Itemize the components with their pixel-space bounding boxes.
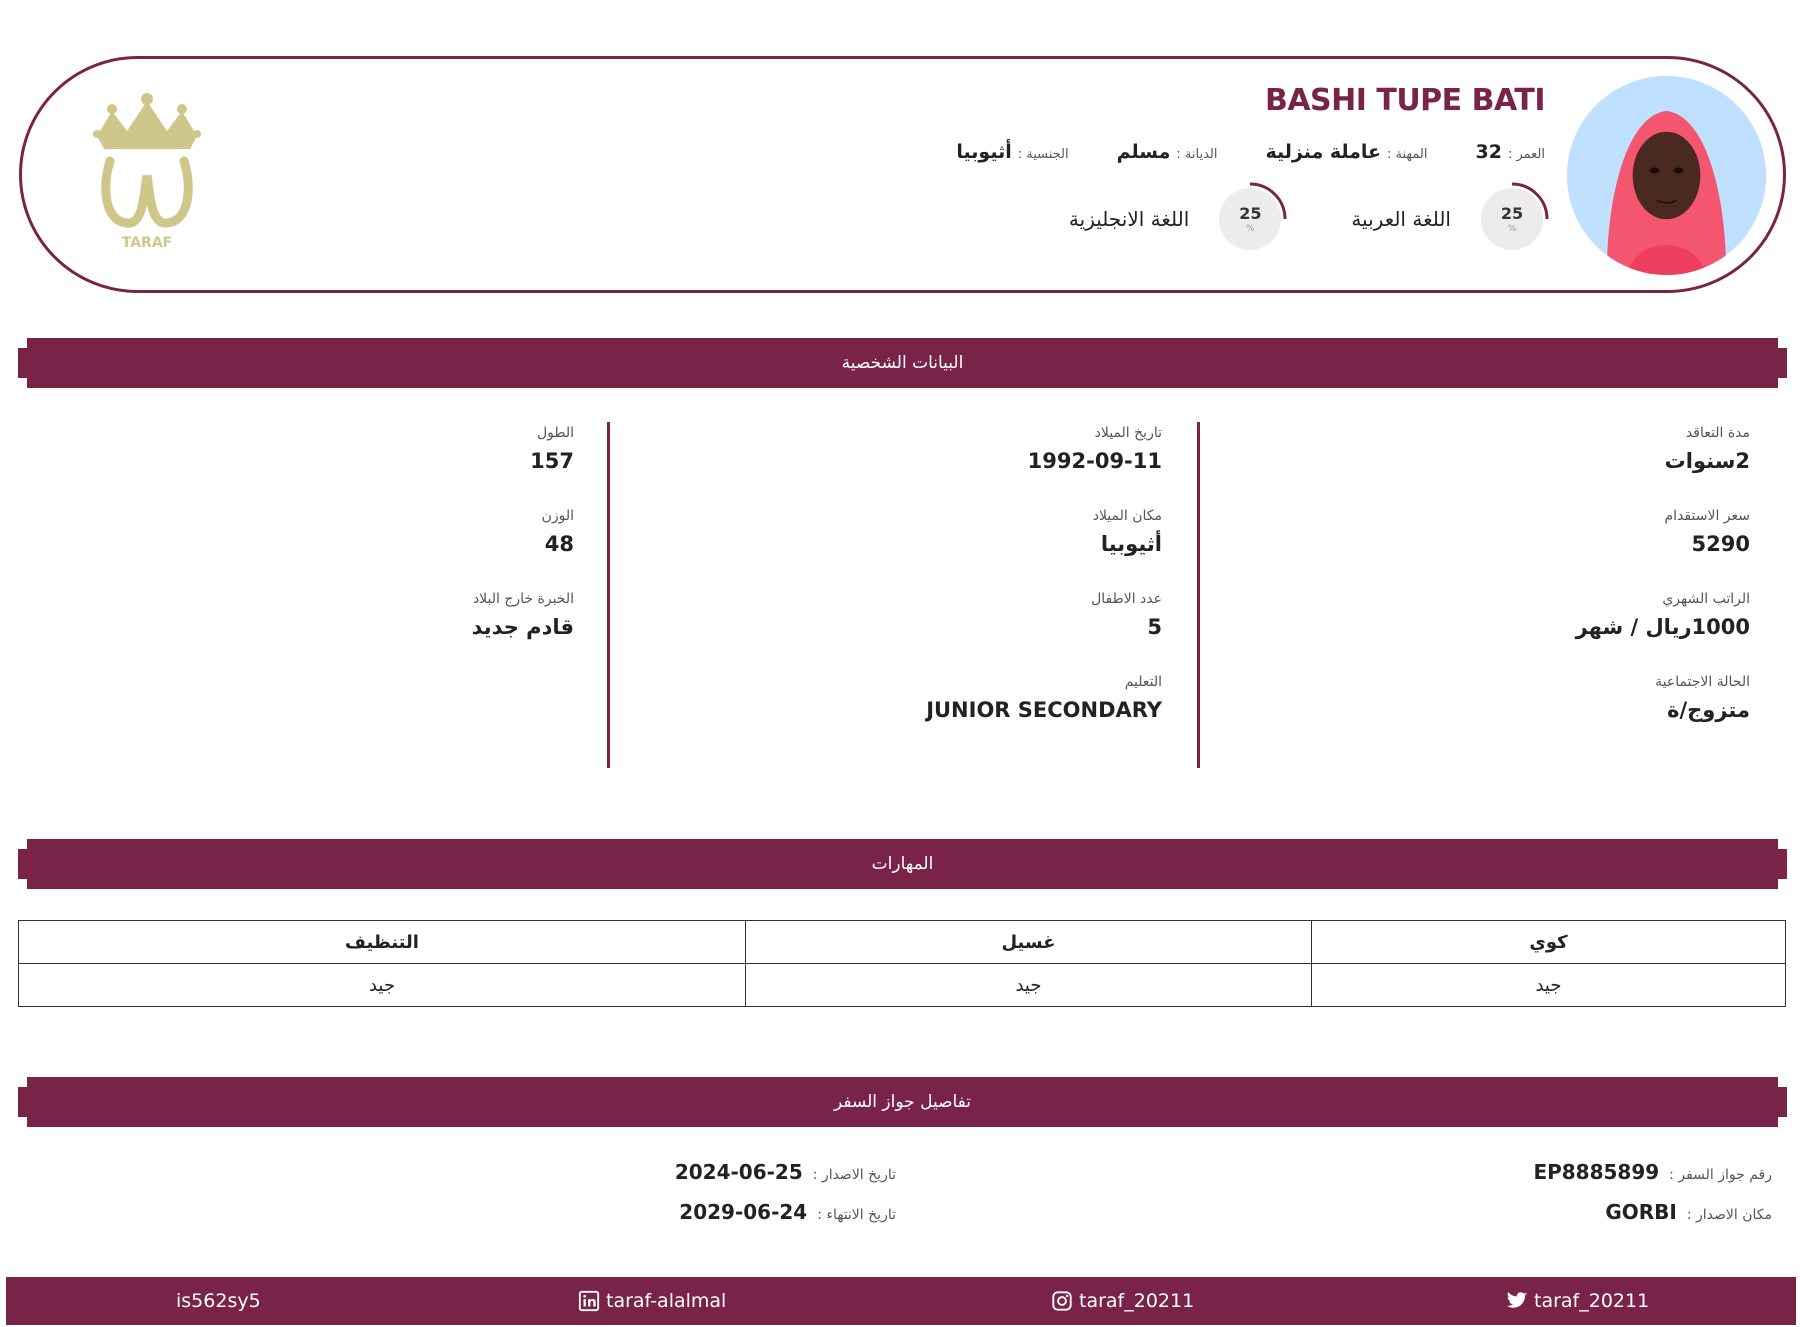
personal-column-1 bbox=[1190, 422, 1750, 754]
field-value: 2024-06-25 bbox=[674, 1160, 803, 1184]
language-percent: 25 bbox=[1500, 204, 1524, 223]
field-value: أثيوبيا bbox=[1100, 532, 1162, 556]
passport-issue-date bbox=[675, 1160, 896, 1184]
fact-value: مسلم bbox=[1116, 141, 1171, 163]
field-recruitment-price bbox=[1190, 505, 1750, 588]
fact-value: 32 bbox=[1475, 141, 1502, 163]
field-value: 5 bbox=[1147, 615, 1162, 639]
field-contract-duration bbox=[1190, 422, 1750, 505]
footer-bar bbox=[6, 1277, 1796, 1325]
footer-twitter[interactable] bbox=[1506, 1277, 1649, 1325]
language-name: اللغة العربية bbox=[1351, 207, 1451, 231]
fact-value: عاملة منزلية bbox=[1265, 141, 1381, 163]
section-bar-personal bbox=[18, 338, 1787, 388]
language-name: اللغة الانجليزية bbox=[1068, 207, 1190, 231]
twitter-icon bbox=[1506, 1290, 1528, 1312]
footer-text: taraf_20211 bbox=[1079, 1290, 1195, 1312]
field-label: التعليم bbox=[1124, 674, 1162, 690]
field-label: عدد الاطفال bbox=[1091, 591, 1162, 607]
fact-label: الديانة : bbox=[1176, 147, 1218, 162]
field-value: EP8885899 bbox=[1533, 1160, 1660, 1184]
fact-profession bbox=[1265, 141, 1427, 163]
skills-table bbox=[18, 920, 1786, 1007]
percent-sign: % bbox=[1507, 224, 1517, 234]
skill-level: جيد bbox=[19, 964, 746, 1007]
fact-label: الجنسية : bbox=[1017, 147, 1069, 162]
profile-name: BASHI TUPE BATI bbox=[1264, 83, 1545, 118]
fact-label: العمر : bbox=[1507, 147, 1545, 162]
field-label: تاريخ الميلاد bbox=[1094, 425, 1162, 441]
fact-value: أثيوبيا bbox=[956, 141, 1012, 163]
field-monthly-salary bbox=[1190, 588, 1750, 671]
footer-text: taraf_20211 bbox=[1534, 1290, 1650, 1312]
footer-text: is562sy5 bbox=[176, 1290, 261, 1312]
field-label: تاريخ الانتهاء : bbox=[817, 1207, 896, 1223]
field-label: سعر الاستقدام bbox=[1664, 508, 1750, 524]
field-birth-date bbox=[602, 422, 1162, 505]
field-value: 157 bbox=[530, 449, 574, 473]
linkedin-icon bbox=[578, 1290, 600, 1312]
field-label: الوزن bbox=[541, 508, 574, 524]
field-birth-place bbox=[602, 505, 1162, 588]
field-value: 2029-06-24 bbox=[679, 1200, 808, 1224]
field-value: 1992-09-11 bbox=[1027, 449, 1162, 473]
field-value: JUNIOR SECONDARY bbox=[926, 698, 1162, 722]
language-gauge bbox=[1479, 186, 1545, 252]
skill-header: التنظيف bbox=[19, 921, 746, 964]
field-label: الحالة الاجتماعية bbox=[1655, 674, 1750, 690]
section-title: تفاصيل جواز السفر bbox=[833, 1092, 972, 1112]
fact-nationality bbox=[956, 141, 1068, 163]
skill-header: غسيل bbox=[746, 921, 1312, 964]
column-divider bbox=[607, 422, 610, 768]
passport-number bbox=[1533, 1160, 1772, 1184]
profile-facts bbox=[956, 141, 1545, 171]
profile-photo bbox=[1567, 76, 1766, 275]
language-arabic bbox=[1351, 186, 1545, 252]
section-title: المهارات bbox=[871, 854, 934, 874]
field-marital-status bbox=[1190, 671, 1750, 754]
footer-linkedin[interactable] bbox=[578, 1277, 726, 1325]
language-levels bbox=[1069, 184, 1545, 254]
field-value: 5290 bbox=[1691, 532, 1750, 556]
field-experience-abroad bbox=[14, 588, 574, 671]
section-bar-passport bbox=[18, 1077, 1787, 1127]
field-label: رقم جواز السفر : bbox=[1669, 1167, 1772, 1183]
footer-instagram[interactable] bbox=[1051, 1277, 1194, 1325]
skill-level: جيد bbox=[746, 964, 1312, 1007]
language-gauge bbox=[1217, 186, 1283, 252]
fact-age bbox=[1476, 141, 1546, 163]
language-english bbox=[1069, 186, 1283, 252]
table-row bbox=[19, 921, 1786, 964]
skill-header: كوي bbox=[1312, 921, 1786, 964]
table-row bbox=[19, 964, 1786, 1007]
fact-religion bbox=[1117, 141, 1218, 163]
skill-level: جيد bbox=[1312, 964, 1786, 1007]
footer-code bbox=[176, 1277, 261, 1325]
field-value: GORBI bbox=[1605, 1200, 1677, 1224]
column-divider bbox=[1197, 422, 1200, 768]
language-percent: 25 bbox=[1239, 204, 1262, 223]
field-children bbox=[602, 588, 1162, 671]
profile-card bbox=[19, 56, 1786, 293]
personal-column-3 bbox=[14, 422, 574, 671]
section-title: البيانات الشخصية bbox=[841, 353, 964, 373]
passport-issue-place bbox=[1605, 1200, 1772, 1224]
fact-label: المهنة : bbox=[1387, 147, 1428, 162]
passport-expiry-date bbox=[679, 1200, 896, 1224]
field-label: الخبرة خارج البلاد bbox=[472, 591, 574, 607]
field-label: الراتب الشهري bbox=[1662, 591, 1750, 607]
percent-sign: % bbox=[1246, 224, 1255, 234]
field-value: قادم جديد bbox=[471, 615, 574, 639]
crown-logo-icon bbox=[82, 91, 212, 251]
field-value: 48 bbox=[544, 532, 574, 556]
field-height bbox=[14, 422, 574, 505]
field-label: مدة التعاقد bbox=[1685, 425, 1750, 441]
field-value: متزوج/ة bbox=[1667, 698, 1750, 722]
field-value: 1000ريال / شهر bbox=[1575, 615, 1750, 639]
field-education bbox=[602, 671, 1162, 754]
logo-text: TARAF bbox=[121, 235, 173, 251]
field-label: مكان الميلاد bbox=[1092, 508, 1162, 524]
field-label: مكان الاصدار : bbox=[1686, 1207, 1772, 1223]
field-label: الطول bbox=[536, 425, 574, 441]
person-photo-icon bbox=[1567, 76, 1766, 275]
section-bar-skills bbox=[18, 839, 1787, 889]
field-weight bbox=[14, 505, 574, 588]
field-label: تاريخ الاصدار : bbox=[812, 1167, 896, 1183]
footer-text: taraf-alalmal bbox=[606, 1290, 727, 1312]
instagram-icon bbox=[1051, 1290, 1073, 1312]
field-value: 2سنوات bbox=[1664, 449, 1750, 473]
personal-column-2 bbox=[602, 422, 1162, 754]
